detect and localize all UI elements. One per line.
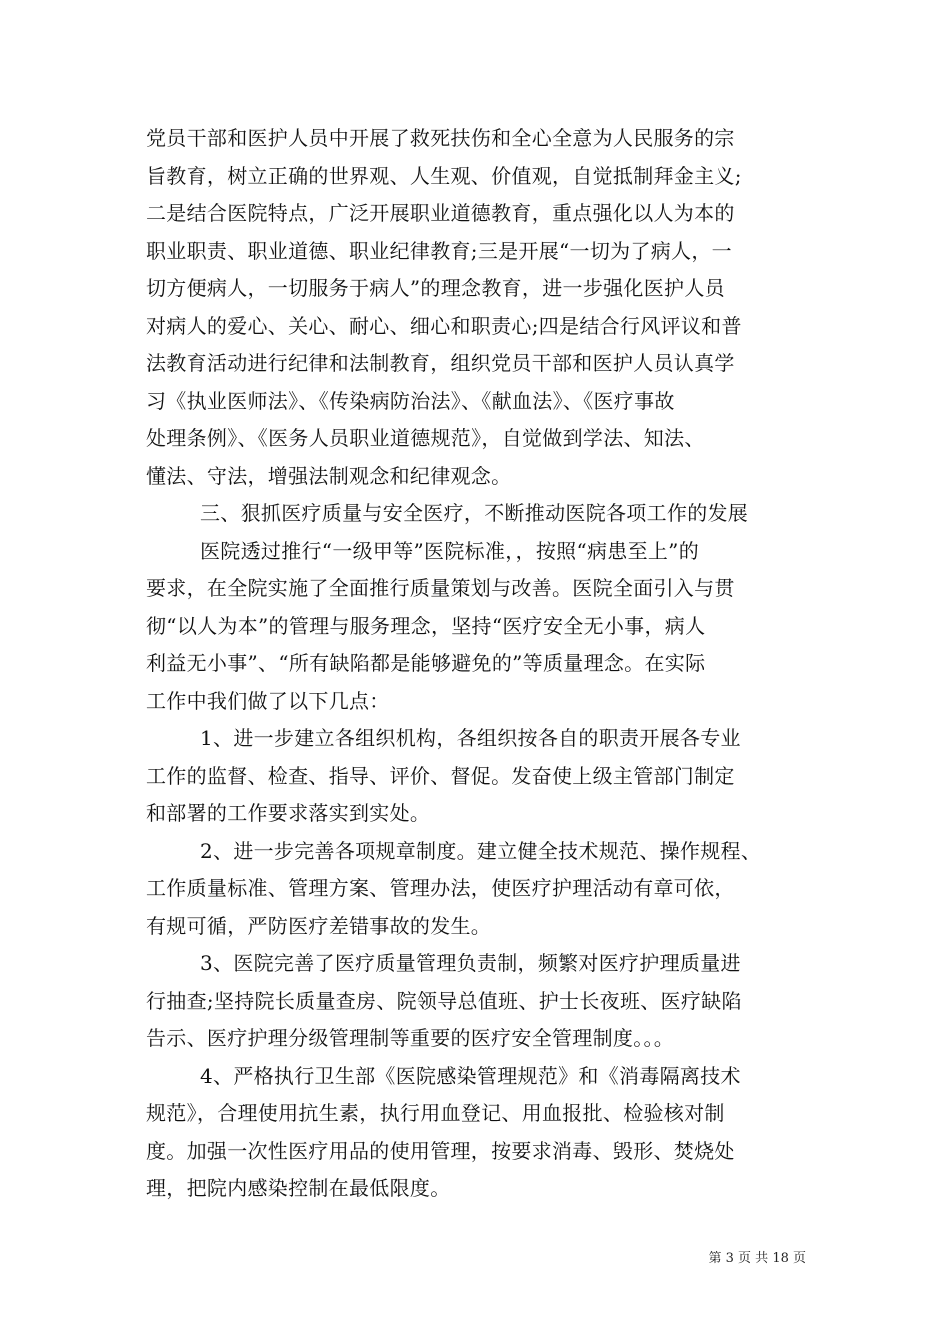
text-line: 规范》，合理使用抗生素，执行用血登记、用血报批、检验核对制 [146, 1101, 725, 1125]
text-line: 法教育活动进行纪律和法制教育，组织党员干部和医护人员认真学 [146, 351, 735, 375]
text-line: 行抽查;坚持院长质量查房、院领导总值班、护士长夜班、医疗缺陷 [146, 988, 742, 1013]
text-line: 要求，在全院实施了全面推行质量策划与改善。医院全面引入与贯 [146, 576, 735, 600]
text-line: 4、严格执行卫生部《医院感染管理规范》和《消毒隔离技术 [200, 1063, 741, 1088]
text-line: 习《执业医师法》、《传染病防治法》、《献血法》、《医疗事故 [146, 388, 675, 413]
text-line: 旨教育，树立正确的世界观、人生观、价值观，自觉抵制拜金主义; [146, 163, 742, 188]
text-line: 有规可循，严防医疗差错事故的发生。 [146, 913, 492, 938]
text-line: 处理条例》、《医务人员职业道德规范》，自觉做到学法、知法、 [146, 426, 705, 450]
document-body [146, 120, 826, 1208]
text-line: 工作的监督、检查、指导、评价、督促。发奋使上级主管部门制定 [146, 763, 735, 788]
text-line: 和部署的工作要求落实到实处。 [146, 801, 431, 825]
text-line: 理，把院内感染控制在最低限度。 [146, 1176, 451, 1200]
text-line: 度。加强一次性医疗用品的使用管理，按要求消毒、毁形、焚烧处 [146, 1138, 735, 1163]
text-line: 告示、医疗护理分级管理制等重要的医疗安全管理制度。。。 [146, 1026, 675, 1050]
text-line: 工作中我们做了以下几点： [146, 688, 390, 713]
text-line: 懂法、守法，增强法制观念和纪律观念。 [146, 463, 512, 488]
text-line: 利益无小事”、“所有缺陷都是能够避免的”等质量理念。在实际 [146, 651, 706, 675]
text-line: 彻“以人为本”的管理与服务理念，坚持“医疗安全无小事，病人 [146, 613, 706, 638]
text-line: 职业职责、职业道德、职业纪律教育;三是开展“一切为了病人，一 [146, 238, 732, 263]
text-line: 工作质量标准、管理方案、管理办法，使医疗护理活动有章可依， [146, 876, 735, 900]
text-line: 切方便病人，一切服务于病人”的理念教育，进一步强化医护人员 [146, 276, 725, 300]
page-number: 第 3 页 共 18 页 [708, 1251, 806, 1266]
text-line: 3、医院完善了医疗质量管理负责制，频繁对医疗护理质量进 [200, 951, 741, 975]
text-line: 2、进一步完善各项规章制度。建立健全技术规范、操作规程、 [200, 838, 762, 863]
text-line: 对病人的爱心、关心、耐心、细心和职责心;四是结合行风评议和普 [146, 313, 742, 338]
text-line: 1、进一步建立各组织机构，各组织按各自的职责开展各专业 [200, 726, 741, 750]
text-line: 二是结合医院特点，广泛开展职业道德教育，重点强化以人为本的 [146, 201, 735, 225]
text-line: 党员干部和医护人员中开展了救死扶伤和全心全意为人民服务的宗 [146, 126, 735, 150]
text-line: 医院透过推行“一级甲等”医院标准，，按照“病患至上”的 [200, 538, 699, 563]
text-line: 三、狠抓医疗质量与安全医疗，不断推动医院各项工作的发展 [200, 501, 749, 525]
